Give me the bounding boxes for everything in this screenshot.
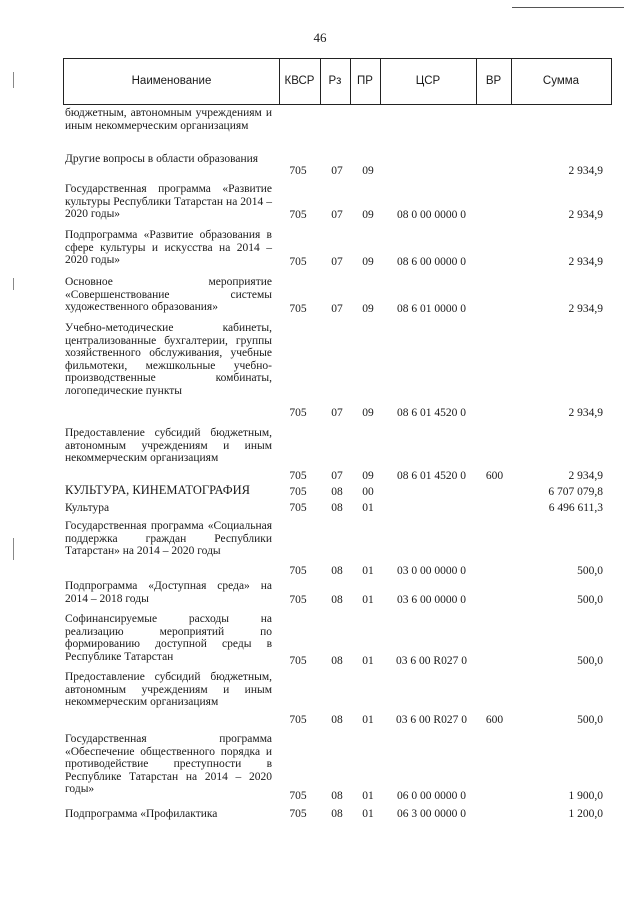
row-rz: 07 <box>331 303 343 316</box>
row-csr: 08 6 01 4520 0 <box>397 407 466 420</box>
row-kvsr: 705 <box>289 565 307 578</box>
row-kvsr: 705 <box>289 502 307 515</box>
row-rz: 08 <box>331 565 343 578</box>
row-pr: 09 <box>362 256 374 269</box>
row-sum: 6 496 611,3 <box>548 502 603 515</box>
table-row <box>0 580 640 607</box>
row-kvsr: 705 <box>289 256 307 269</box>
row-pr: 09 <box>362 165 374 178</box>
header-csr: ЦСР <box>415 75 441 87</box>
table-row <box>0 484 640 499</box>
row-name: Государственная программа «Социальная поддержка граждан Республики Татарстан» на 2014 – 2020 годы <box>65 520 272 558</box>
row-sum: 1 900,0 <box>568 790 603 803</box>
row-kvsr: 705 <box>289 209 307 222</box>
row-csr: 08 6 01 0000 0 <box>397 303 466 316</box>
row-csr: 08 6 01 4520 0 <box>397 470 466 483</box>
table-row <box>0 322 640 420</box>
row-sum: 500,0 <box>577 594 603 607</box>
row-rz: 08 <box>331 594 343 607</box>
table-row <box>0 671 640 727</box>
row-name: бюджетным, автономным учреждениям и иным некоммерческим организациям <box>65 107 272 132</box>
row-sum: 500,0 <box>577 655 603 668</box>
row-pr: 09 <box>362 303 374 316</box>
row-kvsr: 705 <box>289 655 307 668</box>
row-rz: 07 <box>331 256 343 269</box>
scan-edge-line <box>512 7 624 8</box>
row-kvsr: 705 <box>289 165 307 178</box>
row-vr: 600 <box>485 470 504 483</box>
row-rz: 08 <box>331 502 343 515</box>
table-row <box>0 276 640 316</box>
row-pr: 01 <box>362 655 374 668</box>
row-pr: 09 <box>362 209 374 222</box>
row-name: Подпрограмма «Профилактика <box>65 808 218 820</box>
row-kvsr: 705 <box>289 303 307 316</box>
row-name: Подпрограмма «Доступная среда» на 2014 – 2018 годы <box>65 580 272 605</box>
row-rz: 07 <box>331 470 343 483</box>
row-name: Учебно-методические кабинеты, централизованные бухгалтерии, группы хозяйственного обслуживания, учебные фильмотеки, межшкольные учебно-производственные комбинаты, логопедические пункты <box>65 322 272 397</box>
header-sum: Сумма <box>542 75 580 87</box>
row-rz: 07 <box>331 165 343 178</box>
row-kvsr: 705 <box>289 808 307 821</box>
row-name: Основное мероприятие «Совершенствование системы художественного образования» <box>65 276 272 314</box>
row-rz: 08 <box>331 486 343 499</box>
row-kvsr: 705 <box>289 714 307 727</box>
row-sum: 2 934,9 <box>568 209 603 222</box>
row-sum: 500,0 <box>577 714 603 727</box>
row-csr: 08 6 00 0000 0 <box>397 256 466 269</box>
row-name: Государственная программа «Развитие культуры Республики Татарстан на 2014 – 2020 годы» <box>65 183 272 221</box>
row-sum: 2 934,9 <box>568 165 603 178</box>
row-name: Предоставление субсидий бюджетным, автономным учреждениям и иным некоммерческим организациям <box>65 427 272 465</box>
row-sum: 500,0 <box>577 565 603 578</box>
row-name: Культура <box>65 502 110 514</box>
row-pr: 01 <box>362 808 374 821</box>
header-pr: ПР <box>357 75 373 87</box>
scan-margin-mark <box>13 72 14 88</box>
row-pr: 01 <box>362 790 374 803</box>
row-pr: 00 <box>362 486 374 499</box>
row-pr: 01 <box>362 502 374 515</box>
row-sum: 6 707 079,8 <box>548 486 603 499</box>
row-name: Другие вопросы в области образования <box>65 153 259 165</box>
row-sum: 1 200,0 <box>568 808 603 821</box>
row-kvsr: 705 <box>289 486 307 499</box>
header-vr: ВР <box>485 75 502 87</box>
row-csr: 03 6 00 0000 0 <box>397 594 466 607</box>
row-rz: 08 <box>331 790 343 803</box>
row-kvsr: 705 <box>289 790 307 803</box>
header-name: Наименование <box>131 75 212 87</box>
table-row <box>0 427 640 483</box>
table-row <box>0 153 640 178</box>
row-csr: 03 0 00 0000 0 <box>397 565 466 578</box>
row-rz: 08 <box>331 655 343 668</box>
table-header <box>63 58 612 105</box>
row-sum: 2 934,9 <box>568 256 603 269</box>
table-row <box>0 808 640 821</box>
row-csr: 03 6 00 R027 0 <box>396 655 467 668</box>
row-rz: 07 <box>331 209 343 222</box>
row-csr: 06 3 00 0000 0 <box>397 808 466 821</box>
row-sum: 2 934,9 <box>568 407 603 420</box>
row-pr: 09 <box>362 470 374 483</box>
table-row <box>0 229 640 269</box>
row-rz: 08 <box>331 808 343 821</box>
header-rz: Рз <box>328 75 342 87</box>
row-sum: 2 934,9 <box>568 470 603 483</box>
row-kvsr: 705 <box>289 594 307 607</box>
row-name: Государственная программа «Обеспечение общественного порядка и противодействие преступности в Республике Татарстан на 2014 – 2020 годы» <box>65 733 272 796</box>
row-name: КУЛЬТУРА, КИНЕМАТОГРАФИЯ <box>65 483 250 497</box>
row-pr: 01 <box>362 594 374 607</box>
page-number: 46 <box>313 30 327 45</box>
row-csr: 06 0 00 0000 0 <box>397 790 466 803</box>
table-row <box>0 502 640 515</box>
row-pr: 09 <box>362 407 374 420</box>
row-pr: 01 <box>362 714 374 727</box>
row-name: Подпрограмма «Развитие образования в сфере культуры и искусства на 2014 – 2020 годы» <box>65 229 272 267</box>
table-row <box>0 107 640 145</box>
row-rz: 08 <box>331 714 343 727</box>
row-sum: 2 934,9 <box>568 303 603 316</box>
table-row <box>0 183 640 222</box>
row-csr: 03 6 00 R027 0 <box>396 714 467 727</box>
header-kvsr: КВСР <box>284 75 315 87</box>
row-pr: 01 <box>362 565 374 578</box>
row-vr: 600 <box>485 714 504 727</box>
row-rz: 07 <box>331 407 343 420</box>
table-row <box>0 613 640 668</box>
table-row <box>0 520 640 578</box>
row-csr: 08 0 00 0000 0 <box>397 209 466 222</box>
row-kvsr: 705 <box>289 407 307 420</box>
table-row <box>0 733 640 803</box>
row-name: Софинансируемые расходы на реализацию мероприятий по формированию доступной среды в Республике Татарстан <box>65 613 272 663</box>
row-name: Предоставление субсидий бюджетным, автономным учреждениям и иным некоммерческим организациям <box>65 671 272 709</box>
row-kvsr: 705 <box>289 470 307 483</box>
